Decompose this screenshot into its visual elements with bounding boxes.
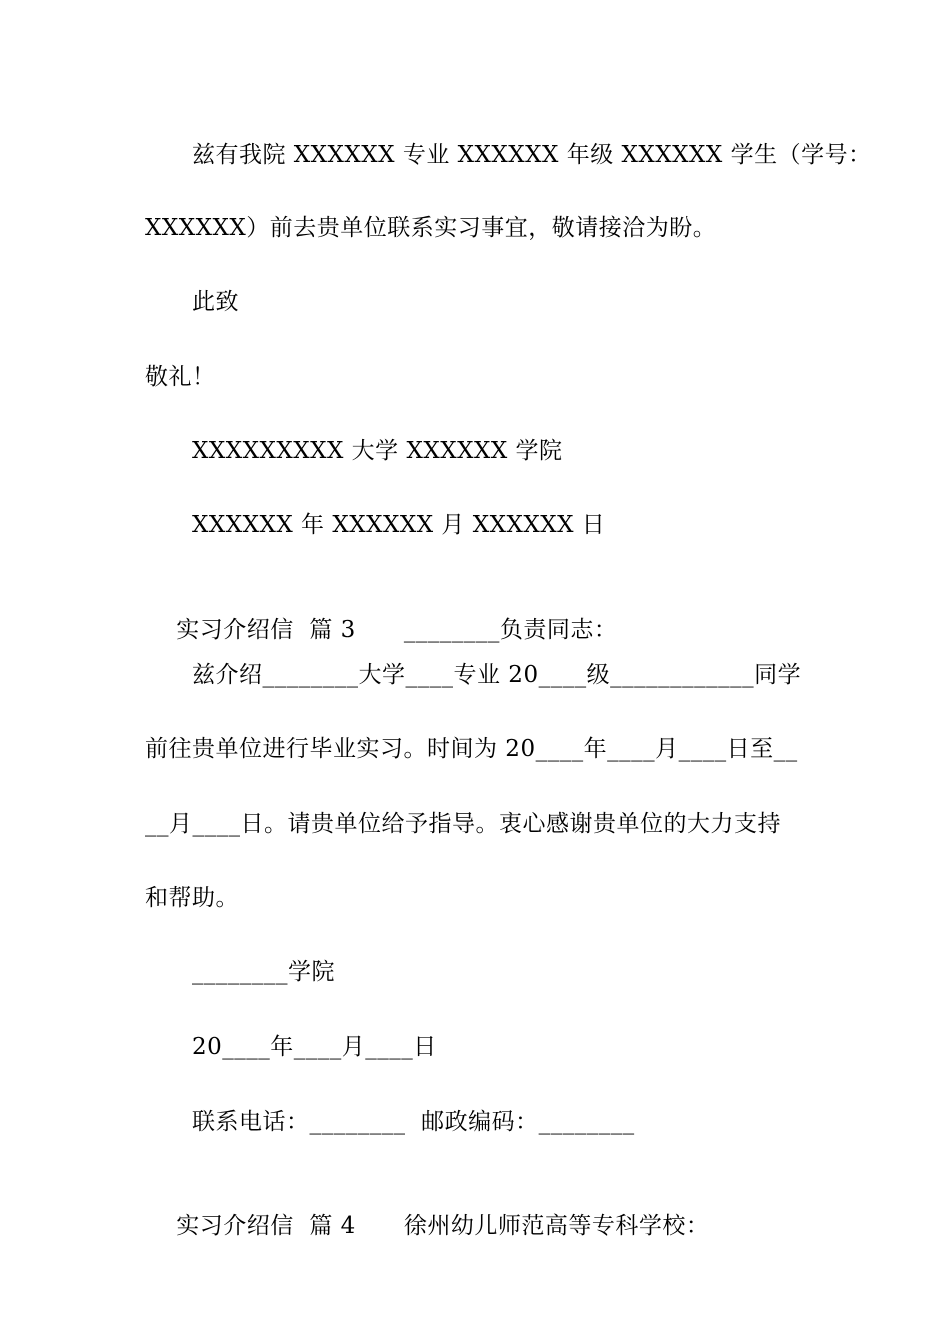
letter3-body-line4: 和帮助。 <box>145 885 239 911</box>
letter4-addressee: 徐州幼儿师范高等专科学校： <box>403 1213 710 1239</box>
letter4-heading-row <box>145 1181 815 1271</box>
letter2-date: XXXXXX 年 XXXXXX 月 XXXXXX 日 <box>192 512 606 538</box>
letter3-heading: 实习介绍信 篇 3 <box>176 617 356 643</box>
letter3-body-line2: 前往贵单位进行毕业实习。时间为 20____年____月____日至__ <box>145 736 798 762</box>
letter2-regards: 敬礼！ <box>145 364 216 390</box>
letter3-contact: 联系电话：________ 邮政编码：________ <box>192 1109 635 1135</box>
letter3-date: 20____年____月____日 <box>192 1034 437 1060</box>
letter2-body-line2: XXXXXX）前去贵单位联系实习事宜，敬请接洽为盼。 <box>145 215 717 241</box>
letter3-addressee: ________负责同志： <box>403 617 618 643</box>
letter3-body-line1: 兹介绍________大学____专业 20____级____________同学 <box>192 662 802 688</box>
letter2-signature: XXXXXXXXX 大学 XXXXXX 学院 <box>192 438 563 464</box>
letter3-body-line3: __月____日。请贵单位给予指导。衷心感谢贵单位的大力支持 <box>145 811 781 837</box>
letter4-heading: 实习介绍信 篇 4 <box>176 1213 356 1239</box>
letter2-body-line1: 兹有我院 XXXXXX 专业 XXXXXX 年级 XXXXXX 学生（学号： <box>192 142 872 168</box>
letter2-salutation: 此致 <box>192 289 239 315</box>
letter3-signature: ________学院 <box>192 959 335 985</box>
